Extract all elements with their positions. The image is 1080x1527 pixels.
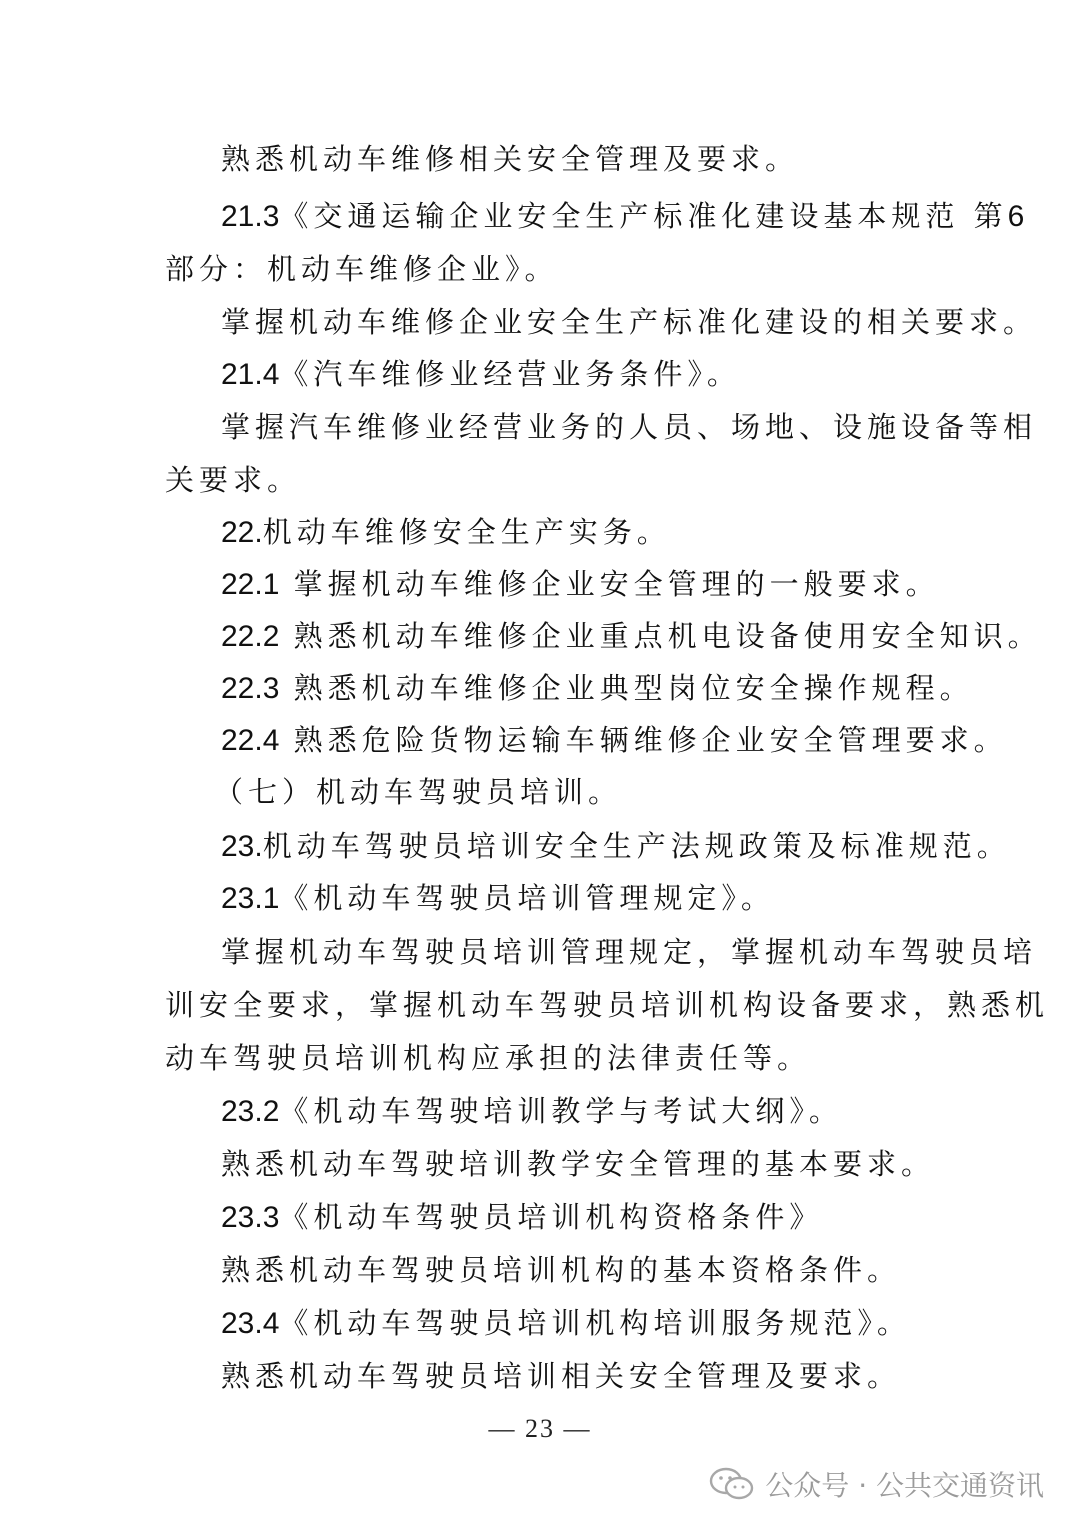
paragraph-line bbox=[221, 1144, 935, 1184]
line-text: （七）机动车驾驶员培训。 bbox=[214, 775, 623, 809]
section-heading-23 bbox=[221, 826, 1011, 867]
section-number: 23.4 bbox=[221, 1307, 280, 1340]
line-text: 熟悉危险货物运输车辆维修企业安全管理要求。 bbox=[279, 723, 1008, 757]
paragraph-line bbox=[165, 1038, 811, 1078]
line-text: 《交通运输企业安全生产标准化建设基本规范 第 bbox=[279, 199, 1008, 233]
section-heading-23-4 bbox=[221, 1303, 911, 1344]
section-number: 22.4 bbox=[221, 724, 280, 757]
line-text: 《机动车驾驶员培训机构培训服务规范》。 bbox=[279, 1306, 911, 1340]
line-text: 部分：机动车维修企业》。 bbox=[165, 252, 559, 286]
wechat-icon bbox=[709, 1466, 755, 1502]
section-number: 23.1 bbox=[221, 882, 280, 915]
line-text: 关要求。 bbox=[165, 463, 302, 497]
line-text: 《汽车维修业经营业务条件》。 bbox=[279, 357, 741, 391]
item-22-4 bbox=[221, 720, 1008, 761]
section-number: 22.3 bbox=[221, 672, 280, 705]
paragraph-line bbox=[165, 985, 1049, 1025]
line-text: 训安全要求，掌握机动车驾驶员培训机构设备要求，熟悉机 bbox=[165, 988, 1050, 1022]
section-heading-21-4 bbox=[221, 354, 741, 395]
line-text: 熟悉机动车维修企业典型岗位安全操作规程。 bbox=[279, 671, 974, 705]
paragraph-line bbox=[221, 932, 1037, 972]
paragraph-line bbox=[221, 139, 799, 179]
section-number: 23.2 bbox=[221, 1095, 280, 1128]
part-number: 6 bbox=[1007, 200, 1025, 233]
line-text: 机动车驾驶员培训安全生产法规政策及标准规范。 bbox=[262, 829, 1011, 863]
line-text: 掌握机动车维修企业安全生产标准化建设的相关要求。 bbox=[221, 305, 1038, 339]
section-heading-23-1 bbox=[221, 878, 775, 919]
paragraph-line bbox=[221, 1356, 901, 1396]
section-number: 21.3 bbox=[221, 200, 280, 233]
line-text: 掌握汽车维修业经营业务的人员、场地、设施设备等相 bbox=[221, 410, 1038, 444]
section-heading-22 bbox=[221, 512, 671, 553]
paragraph-line bbox=[165, 460, 301, 500]
line-text: 掌握机动车维修企业安全管理的一般要求。 bbox=[279, 567, 940, 601]
watermark-text: 公众号 · 公共交通资讯 bbox=[765, 1469, 1044, 1502]
section-heading-23-3 bbox=[221, 1197, 823, 1238]
section-number: 22. bbox=[221, 516, 263, 549]
line-text: 熟悉机动车驾驶员培训相关安全管理及要求。 bbox=[221, 1359, 902, 1393]
line-text: 熟悉机动车驾驶培训教学安全管理的基本要求。 bbox=[221, 1147, 936, 1181]
section-heading-21-3 bbox=[221, 196, 1024, 237]
section-number: 22.1 bbox=[221, 568, 280, 601]
line-text: 机动车维修安全生产实务。 bbox=[262, 515, 671, 549]
section-number: 23.3 bbox=[221, 1201, 280, 1234]
item-22-2 bbox=[221, 616, 1042, 657]
line-text: 《机动车驾驶员培训管理规定》。 bbox=[279, 881, 775, 915]
section-number: 21.4 bbox=[221, 358, 280, 391]
line-text: 掌握机动车驾驶员培训管理规定，掌握机动车驾驶员培 bbox=[221, 935, 1038, 969]
section-number: 23. bbox=[221, 830, 263, 863]
line-text: 《机动车驾驶员培训机构资格条件》 bbox=[279, 1200, 824, 1234]
paragraph-line bbox=[221, 302, 1037, 342]
section-number: 22.2 bbox=[221, 620, 280, 653]
paragraph-line bbox=[221, 1250, 901, 1290]
item-22-1 bbox=[221, 564, 940, 605]
section-heading-23-2 bbox=[221, 1091, 843, 1132]
item-22-3 bbox=[221, 668, 974, 709]
line-text: 《机动车驾驶培训教学与考试大纲》。 bbox=[279, 1094, 843, 1128]
paragraph-line bbox=[221, 407, 1037, 447]
line-text: 熟悉机动车驾驶员培训机构的基本资格条件。 bbox=[221, 1253, 902, 1287]
line-text: 熟悉机动车维修相关安全管理及要求。 bbox=[221, 142, 800, 176]
line-text: 熟悉机动车维修企业重点机电设备使用安全知识。 bbox=[279, 619, 1042, 653]
paragraph-line bbox=[165, 249, 559, 289]
line-text: 动车驾驶员培训机构应承担的法律责任等。 bbox=[165, 1041, 812, 1075]
watermark bbox=[709, 1464, 1044, 1504]
page-number: — 23 — bbox=[488, 1414, 592, 1443]
chapter-heading bbox=[214, 772, 622, 812]
